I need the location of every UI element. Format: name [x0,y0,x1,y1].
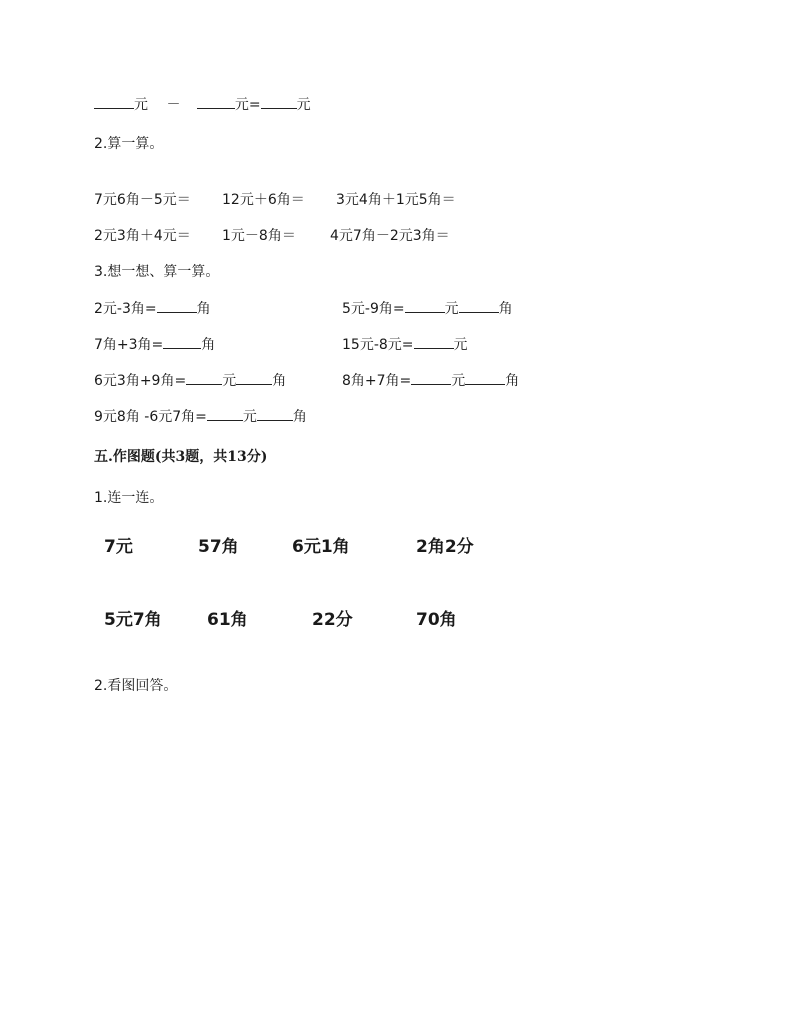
answer-blank[interactable] [465,371,505,385]
unit-text: 角 [272,373,287,389]
unit-text: 元= [234,97,261,113]
q3-item [342,299,513,318]
q3-expression: 15元-8元= [342,337,414,353]
q3-title: 3.想一想、算一算。 [94,264,220,280]
unit-text: 元 [134,97,148,113]
unit-text: 元 [444,301,459,317]
match-card-bottom[interactable]: 22分 [312,610,353,630]
unit-text: 角 [505,373,520,389]
unit-text: 元 [222,373,237,389]
fill-line-top [94,95,311,114]
match-card-top[interactable]: 57角 [198,537,239,557]
answer-blank[interactable] [94,95,134,109]
s5-q2-title: 2.看图回答。 [94,678,178,694]
answer-blank[interactable] [207,407,243,421]
q3-item [342,335,468,354]
match-card-bottom[interactable]: 5元7角 [104,610,162,630]
operator-text: － [166,97,181,113]
match-card-top[interactable]: 6元1角 [292,537,350,557]
answer-blank[interactable] [236,371,272,385]
q3-expression: 5元-9角= [342,301,405,317]
q3-expression: 9元8角 -6元7角= [94,409,207,425]
answer-blank[interactable] [197,95,235,109]
q2-title: 2.算一算。 [94,136,164,152]
unit-text: 元 [242,409,257,425]
match-card-bottom[interactable]: 61角 [207,610,248,630]
match-card-top[interactable]: 7元 [104,537,133,557]
unit-text: 元 [453,337,468,353]
q2-item: 12元＋6角＝ [222,192,305,208]
q3-item [94,371,286,390]
q3-item [94,299,211,318]
answer-blank[interactable] [186,371,222,385]
q2-item: 4元7角－2元3角＝ [330,228,450,244]
q2-item: 1元－8角＝ [222,228,296,244]
answer-blank[interactable] [405,299,445,313]
match-card-bottom[interactable]: 70角 [416,610,457,630]
q3-item [94,335,215,354]
q2-item: 3元4角＋1元5角＝ [336,192,456,208]
unit-text: 角 [196,301,211,317]
answer-blank[interactable] [411,371,451,385]
answer-blank[interactable] [261,95,297,109]
q2-item: 2元3角＋4元＝ [94,228,191,244]
match-card-top[interactable]: 2角2分 [416,537,474,557]
answer-blank[interactable] [257,407,293,421]
unit-text: 角 [498,301,513,317]
q2-item: 7元6角－5元＝ [94,192,191,208]
q3-expression: 6元3角+9角= [94,373,187,389]
q3-expression: 8角+7角= [342,373,412,389]
unit-text: 元 [296,97,311,113]
answer-blank[interactable] [414,335,454,349]
q3-expression: 7角+3角= [94,337,164,353]
section-heading: 五.作图题(共3题，共13分) [94,449,268,465]
s5-q1-title: 1.连一连。 [94,490,164,506]
unit-text: 角 [201,337,216,353]
answer-blank[interactable] [157,299,197,313]
answer-blank[interactable] [163,335,201,349]
q3-expression: 2元-3角= [94,301,157,317]
q3-item [94,407,307,426]
unit-text: 角 [292,409,307,425]
answer-blank[interactable] [459,299,499,313]
unit-text: 元 [451,373,466,389]
q3-item [342,371,519,390]
